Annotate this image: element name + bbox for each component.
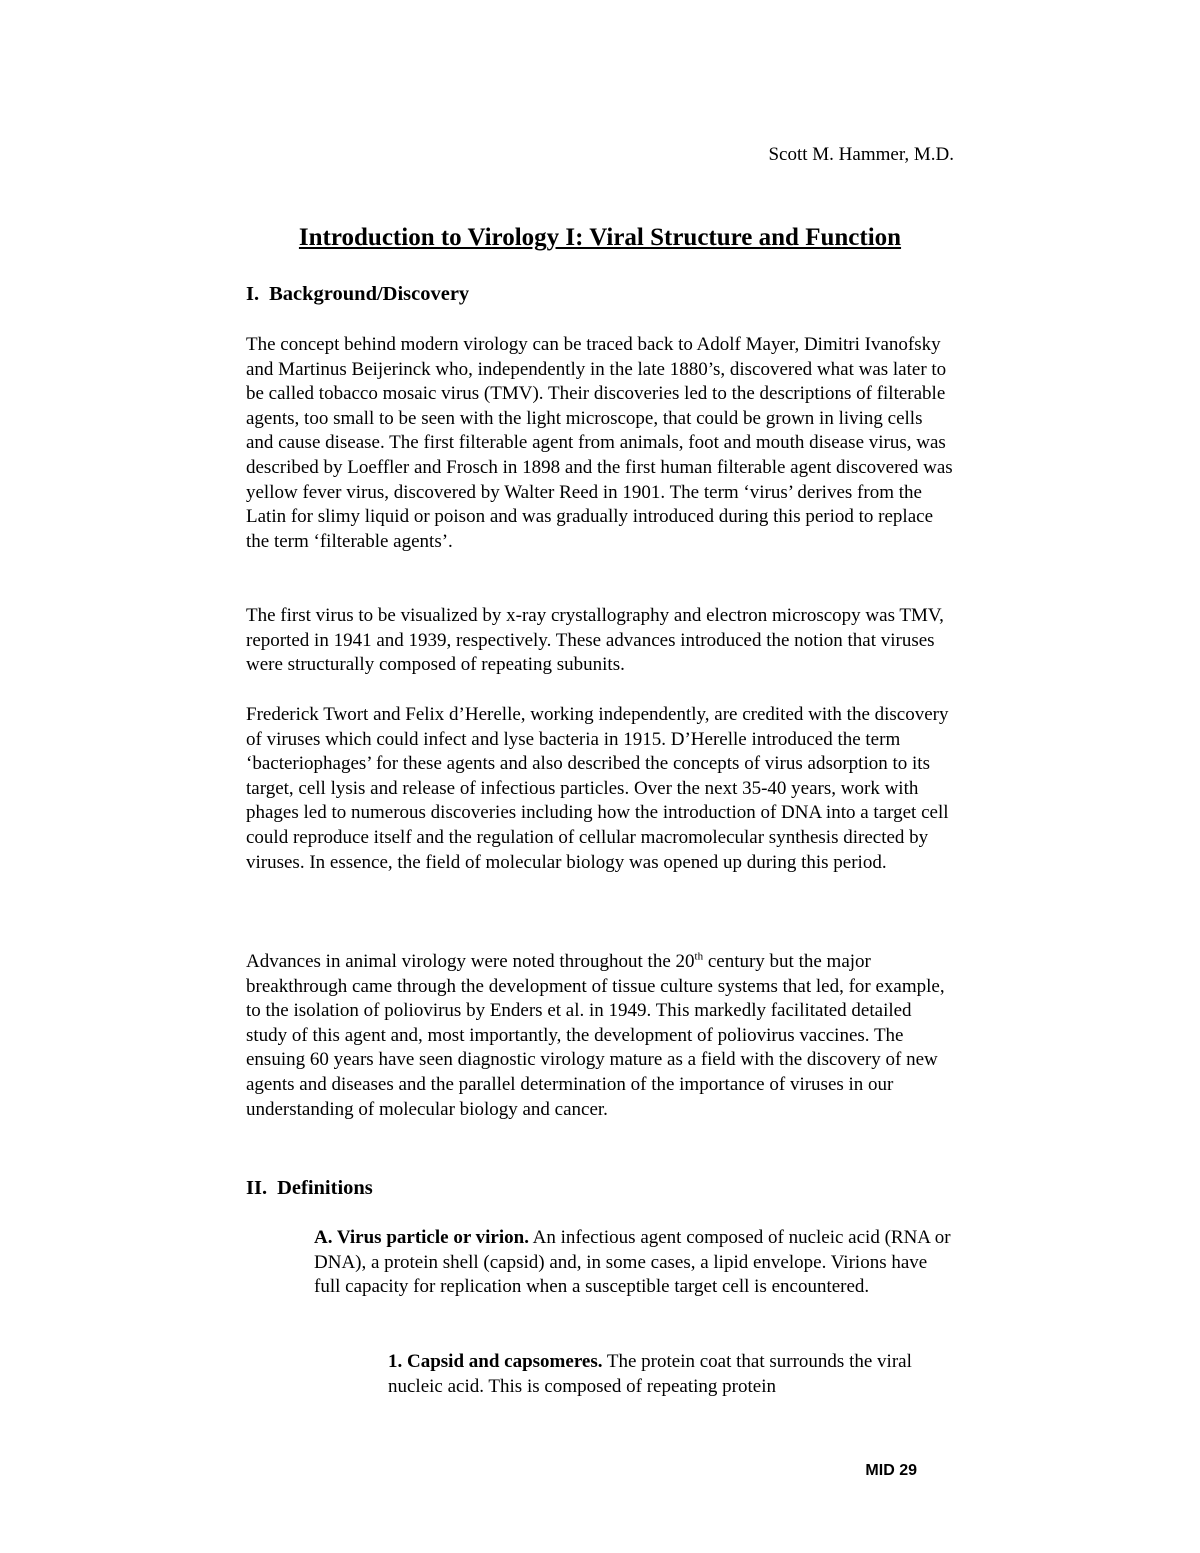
paragraph-text-part: Advances in animal virology were noted throughout the 20: [246, 951, 695, 972]
paragraph-text-part: century but the major breakthrough came through the development of tissue culture systems that led, for example, to the isolation of poliovirus by Enders et al. in 1949. This markedly facilitated detailed study of this agent and, most importantly, the development of poliovirus vaccines. The ensuing 60 years have seen diagnostic virology mature as a field with the discovery of new agents and diseases and the parallel determination of the importance of viruses in our understanding of molecular biology and cancer.: [246, 951, 945, 1120]
section-heading-background: [246, 281, 469, 307]
definition-term: 1. Capsid and capsomeres.: [388, 1351, 603, 1372]
section-heading-definitions: [246, 1175, 373, 1201]
definition-text: The protein coat that surrounds the viral nucleic acid. This is composed of repeating protein: [388, 1351, 912, 1397]
page-footer-label: MID 29: [865, 1462, 917, 1479]
section-title: Definitions: [277, 1177, 373, 1199]
superscript-ordinal: th: [694, 950, 704, 963]
definition-term: A. Virus particle or virion.: [314, 1227, 529, 1248]
definition-capsid: [388, 1350, 956, 1399]
paragraph-discovery-history: The concept behind modern virology can be traced back to Adolf Mayer, Dimitri Ivanofsky and Martinus Beijerinck who, independently in the late 1880’s, discovered what was later to be called tobacco mosaic virus (TMV). Their discoveries led to the descriptions of filterable agents, too small to be seen with the light microscope, that could be grown in living cells and cause disease. The first filterable agent from animals, foot and mouth disease virus, was described by Loeffler and Frosch in 1898 and the first human filterable agent discovered was yellow fever virus, discovered by Walter Reed in 1901. The term ‘virus’ derives from the Latin for slimy liquid or poison and was gradually introduced during this period to replace the term ‘filterable agents’.: [246, 334, 953, 552]
definition-virion: [314, 1226, 954, 1300]
author-name: Scott M. Hammer, M.D.: [768, 144, 954, 165]
section-number: I.: [246, 283, 260, 305]
section-number: II.: [246, 1177, 268, 1199]
paragraph-bacteriophages: Frederick Twort and Felix d’Herelle, working independently, are credited with the discovery of viruses which could infect and lyse bacteria in 1915. D’Herelle introduced the term ‘bacteriophages’ for these agents and also described the concepts of virus adsorption to its target, cell lysis and release of infectious particles. Over the next 35-40 years, work with phages led to numerous discoveries including how the introduction of DNA into a target cell could reproduce itself and the regulation of cellular macromolecular synthesis directed by viruses. In essence, the field of molecular biology was opened up during this period.: [246, 704, 949, 873]
paragraph-tmv-visualization: The first virus to be visualized by x-ray crystallography and electron microscopy was TMV, reported in 1941 and 1939, respectively. These advances introduced the notion that viruses were structurally composed of repeating subunits.: [246, 605, 944, 676]
section-title: Background/Discovery: [269, 283, 470, 305]
paragraph-animal-virology: [246, 950, 954, 1122]
page-title: Introduction to Virology I: Viral Structure and Function: [298, 224, 902, 251]
definition-text: An infectious agent composed of nucleic acid (RNA or DNA), a protein shell (capsid) and, in some cases, a lipid envelope. Virions have full capacity for replication when a susceptible target cell is encountered.: [314, 1227, 951, 1298]
